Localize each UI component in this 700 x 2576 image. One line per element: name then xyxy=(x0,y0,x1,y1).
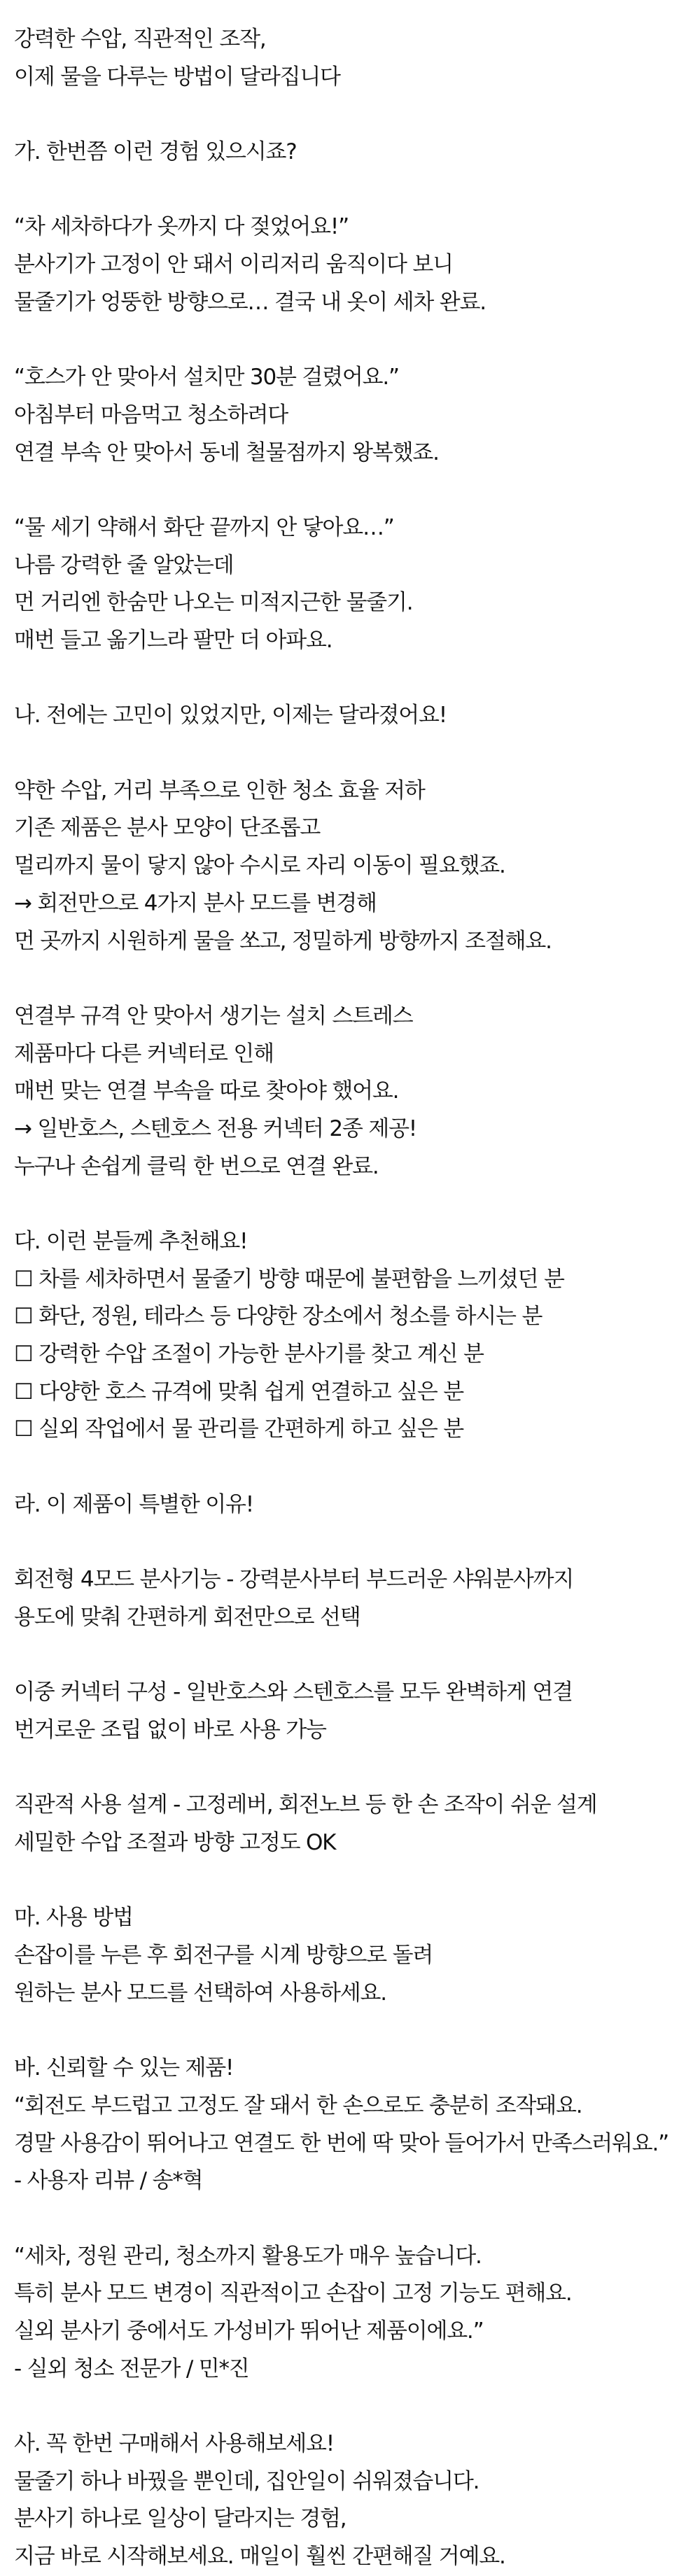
text-paragraph xyxy=(14,773,700,960)
text-paragraph xyxy=(14,209,700,321)
text-line: “차 세차하다가 옷까지 다 젖었어요!” xyxy=(14,214,349,240)
text-line: - 사용자 리뷰 / 송*혁 xyxy=(14,2168,203,2194)
paragraph-gap xyxy=(14,171,700,209)
text-line: ☐ 다양한 호스 규격에 맞춰 쉽게 연결하고 싶은 분 xyxy=(14,1379,463,1405)
text-paragraph xyxy=(14,21,700,96)
text-line: ☐ 실외 작업에서 물 관리를 간편하게 하고 싶은 분 xyxy=(14,1416,463,1442)
text-line: 이제 물을 다루는 방법이 달라집니다 xyxy=(14,64,340,90)
text-line: 사. 꼭 한번 구매해서 사용해보세요! xyxy=(14,2431,334,2456)
text-line: 강력한 수압, 직관적인 조작, xyxy=(14,27,266,52)
paragraph-gap xyxy=(14,660,700,698)
text-line: 용도에 맞춰 간편하게 회전만으로 선택 xyxy=(14,1604,360,1630)
text-line: “호스가 안 맞아서 설치만 30분 걸렸어요.” xyxy=(14,365,399,390)
text-line: 라. 이 제품이 특별한 이유! xyxy=(14,1491,253,1517)
text-line: 바. 신뢰할 수 있는 제품! xyxy=(14,2055,234,2081)
text-paragraph xyxy=(14,697,700,735)
text-line: 물줄기 하나 바꿨을 뿐인데, 집안일이 쉬워졌습니다. xyxy=(14,2468,479,2494)
paragraph-gap xyxy=(14,960,700,998)
text-line: 매번 들고 옮기느라 팔만 더 아파요. xyxy=(14,628,332,653)
text-line: - 실외 청소 전문가 / 민*진 xyxy=(14,2356,249,2381)
text-line: → 회전만으로 4가지 분사 모드를 변경해 xyxy=(14,890,377,916)
text-line: 직관적 사용 설계 - 고정레버, 회전노브 등 한 손 조작이 쉬운 설계 xyxy=(14,1792,597,1818)
text-line: 아침부터 마음먹고 청소하려다 xyxy=(14,402,288,428)
text-paragraph xyxy=(14,2050,700,2200)
paragraph-gap xyxy=(14,1524,700,1562)
text-line: ☐ 차를 세차하면서 물줄기 방향 때문에 불편함을 느끼셨던 분 xyxy=(14,1266,564,1292)
text-line: ☐ 강력한 수압 조절이 가능한 분사기를 찾고 계신 분 xyxy=(14,1342,484,1367)
text-line: 누구나 손쉽게 클릭 한 번으로 연결 완료. xyxy=(14,1153,379,1179)
text-paragraph xyxy=(14,998,700,1185)
text-paragraph xyxy=(14,359,700,472)
text-paragraph xyxy=(14,134,700,171)
paragraph-gap xyxy=(14,472,700,509)
text-line: 제품마다 다른 커넥터로 인해 xyxy=(14,1041,274,1067)
text-paragraph xyxy=(14,509,700,660)
text-line: “물 세기 약해서 화단 끝까지 안 닿아요…” xyxy=(14,514,394,540)
text-line: 분사기가 고정이 안 돼서 이리저리 움직이다 보니 xyxy=(14,252,453,278)
text-line: 이중 커넥터 구성 - 일반호스와 스텐호스를 모두 완벽하게 연결 xyxy=(14,1680,573,1705)
text-line: 원하는 분사 모드를 선택하여 사용하세요. xyxy=(14,1980,386,2006)
paragraph-gap xyxy=(14,2388,700,2426)
document-body xyxy=(14,21,700,2576)
text-line: 실외 분사기 중에서도 가성비가 뛰어난 제품이에요.” xyxy=(14,2318,484,2344)
text-line: 물줄기가 엉뚱한 방향으로… 결국 내 옷이 세차 완료. xyxy=(14,289,486,315)
text-line: 다. 이런 분들께 추천해요! xyxy=(14,1229,248,1254)
paragraph-gap xyxy=(14,1449,700,1486)
text-paragraph xyxy=(14,1486,700,1524)
text-paragraph xyxy=(14,1223,700,1449)
paragraph-gap xyxy=(14,96,700,134)
text-line: 가. 한번쯤 이런 경험 있으시죠? xyxy=(14,139,297,165)
text-line: 멀리까지 물이 닿지 않아 수시로 자리 이동이 필요했죠. xyxy=(14,853,505,879)
text-line: “회전도 부드럽고 고정도 잘 돼서 한 손으로도 충분히 조작돼요. xyxy=(14,2092,582,2118)
paragraph-gap xyxy=(14,1185,700,1223)
paragraph-gap xyxy=(14,322,700,360)
paragraph-gap xyxy=(14,1637,700,1675)
text-line: 나름 강력한 줄 알았는데 xyxy=(14,552,234,578)
text-paragraph xyxy=(14,1899,700,2012)
text-line: 회전형 4모드 분사기능 - 강력분사부터 부드러운 샤워분사까지 xyxy=(14,1567,574,1593)
paragraph-gap xyxy=(14,1862,700,1900)
text-line: 특히 분사 모드 변경이 직관적이고 손잡이 고정 기능도 편해요. xyxy=(14,2281,572,2307)
text-line: 기존 제품은 분사 모양이 단조롭고 xyxy=(14,815,321,841)
text-line: 번거로운 조립 없이 바로 사용 가능 xyxy=(14,1717,326,1743)
text-line: 약한 수압, 거리 부족으로 인한 청소 효율 저하 xyxy=(14,777,425,803)
text-line: ☐ 화단, 정원, 테라스 등 다양한 장소에서 청소를 하시는 분 xyxy=(14,1304,542,1330)
text-line: “세차, 정원 관리, 청소까지 활용도가 매우 높습니다. xyxy=(14,2243,482,2269)
text-line: 경말 사용감이 뛰어나고 연결도 한 번에 딱 맞아 들어가서 만족스러워요.” xyxy=(14,2130,669,2156)
text-line: 나. 전에는 고민이 있었지만, 이제는 달라졌어요! xyxy=(14,703,447,729)
text-paragraph xyxy=(14,1561,700,1636)
text-paragraph xyxy=(14,1787,700,1861)
paragraph-gap xyxy=(14,2012,700,2050)
text-line: 지금 바로 시작해보세요. 매일이 훨씬 간편해질 거예요. xyxy=(14,2544,505,2570)
paragraph-gap xyxy=(14,1750,700,1787)
text-line: 먼 곳까지 시원하게 물을 쏘고, 정밀하게 방향까지 조절해요. xyxy=(14,928,552,954)
text-line: 먼 거리엔 한숨만 나오는 미적지근한 물줄기. xyxy=(14,590,413,616)
text-line: 분사기 하나로 일상이 달라지는 경험, xyxy=(14,2506,346,2532)
text-line: 연결부 규격 안 맞아서 생기는 설치 스트레스 xyxy=(14,1003,413,1029)
text-paragraph xyxy=(14,1674,700,1749)
text-paragraph xyxy=(14,2426,700,2576)
text-line: 매번 맞는 연결 부속을 따로 찾아야 했어요. xyxy=(14,1078,399,1104)
text-line: 마. 사용 방법 xyxy=(14,1905,133,1931)
text-line: 연결 부속 안 맞아서 동네 철물점까지 왕복했죠. xyxy=(14,439,439,465)
text-paragraph xyxy=(14,2238,700,2388)
paragraph-gap xyxy=(14,2200,700,2238)
text-line: → 일반호스, 스텐호스 전용 커넥터 2종 제공! xyxy=(14,1115,417,1141)
text-line: 손잡이를 누른 후 회전구를 시계 방향으로 돌려 xyxy=(14,1943,433,1969)
paragraph-gap xyxy=(14,735,700,773)
text-line: 세밀한 수압 조절과 방향 고정도 OK xyxy=(14,1830,336,1855)
